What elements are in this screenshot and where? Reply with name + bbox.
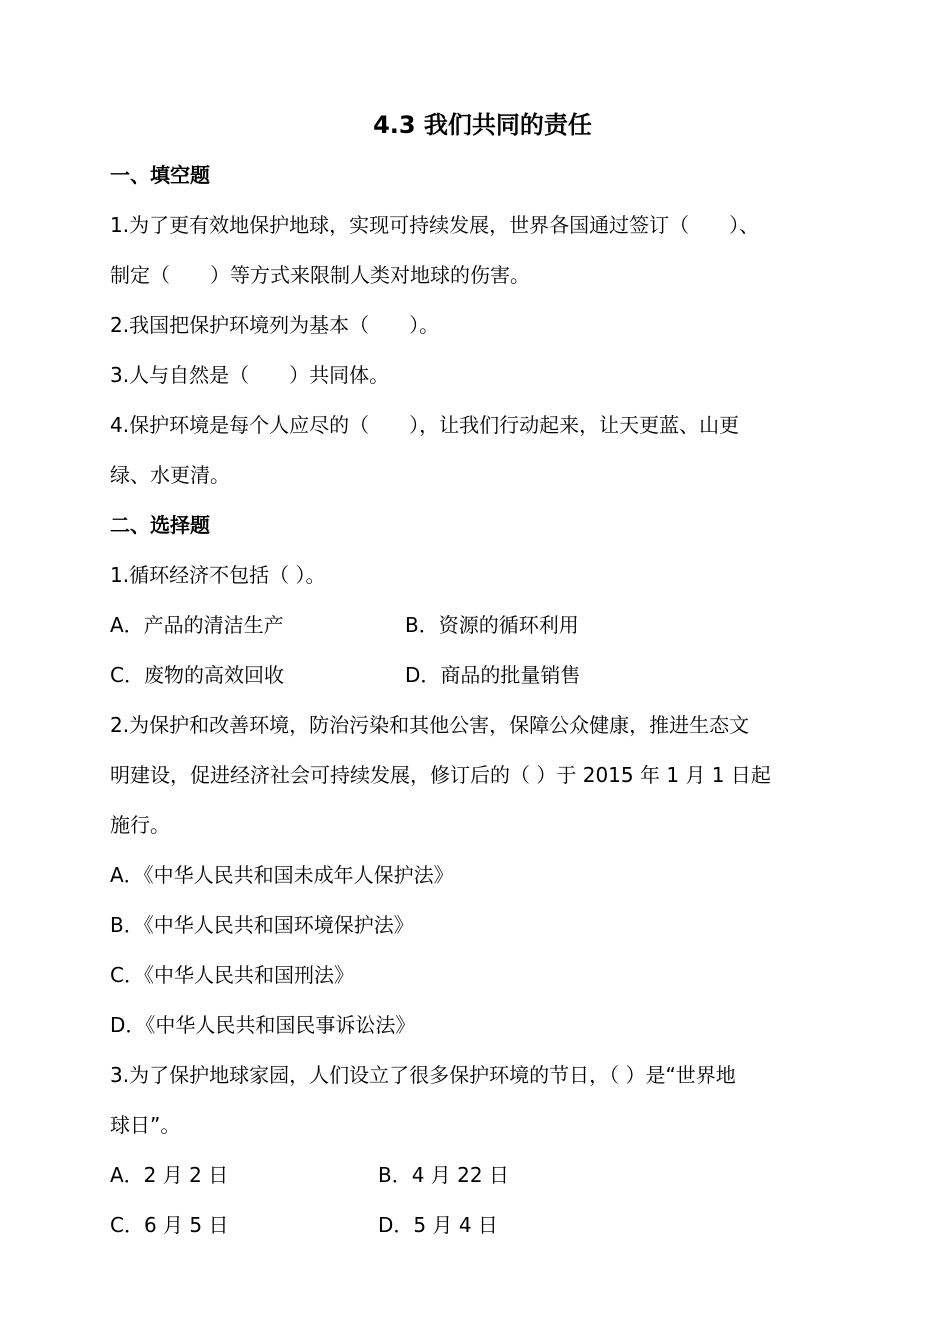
choice-q3-stem-line2: 球日”。	[110, 1113, 181, 1137]
choice-q2-option-d: D．《中华人民共和国民事诉讼法》	[110, 1013, 416, 1037]
choice-q1-option-c: C．废物的高效回收	[110, 663, 284, 687]
choice-q2-stem-line1: 2.为保护和改善环境，防治污染和其他公害，保障公众健康，推进生态文	[110, 713, 750, 737]
choice-q2-stem-line3: 施行。	[110, 813, 170, 837]
choice-q1-option-b: B．资源的循环利用	[405, 613, 579, 637]
choice-q3-stem-line1: 3.为了保护地球家园，人们设立了很多保护环境的节日，（ ）是“世界地	[110, 1063, 736, 1087]
choice-q2-stem-line2: 明建设，促进经济社会可持续发展，修订后的（ ）于 2015 年 1 月 1 日起	[110, 763, 771, 787]
fill-q1-line1: 1.为了更有效地保护地球，实现可持续发展，世界各国通过签订（ ）、	[110, 213, 760, 237]
choice-q1-options-row2	[110, 650, 855, 700]
page-title: 4.3 我们共同的责任	[373, 111, 592, 139]
fill-q4-line2: 绿、水更清。	[110, 463, 230, 487]
fill-q1-line2: 制定（ ）等方式来限制人类对地球的伤害。	[110, 263, 530, 287]
fill-q4-line1: 4.保护环境是每个人应尽的（ ），让我们行动起来，让天更蓝、山更	[110, 413, 740, 437]
choice-q3-option-d: D．5 月 4 日	[378, 1213, 498, 1237]
choice-q3-option-a: A．2 月 2 日	[110, 1163, 229, 1187]
worksheet-page	[110, 100, 855, 1250]
choice-q1-option-a: A．产品的清洁生产	[110, 613, 284, 637]
choice-q1-options-row1	[110, 600, 855, 650]
section-fill-in-heading: 一、填空题	[110, 163, 210, 187]
choice-q3-option-c: C．6 月 5 日	[110, 1213, 229, 1237]
fill-q2: 2.我国把保护环境列为基本（ ）。	[110, 313, 440, 337]
choice-q1-stem: 1.循环经济不包括（ ）。	[110, 563, 326, 587]
fill-q3: 3.人与自然是（ ）共同体。	[110, 363, 390, 387]
choice-q2-option-c: C．《中华人民共和国刑法》	[110, 963, 354, 987]
choice-q3-options-row1	[110, 1150, 855, 1200]
section-choice-heading: 二、选择题	[110, 513, 210, 537]
choice-q2-option-b: B．《中华人民共和国环境保护法》	[110, 913, 414, 937]
choice-q2-option-a: A．《中华人民共和国未成年人保护法》	[110, 863, 454, 887]
choice-q3-option-b: B．4 月 22 日	[378, 1163, 509, 1187]
choice-q3-options-row2	[110, 1200, 855, 1250]
choice-q1-option-d: D．商品的批量销售	[405, 663, 581, 687]
